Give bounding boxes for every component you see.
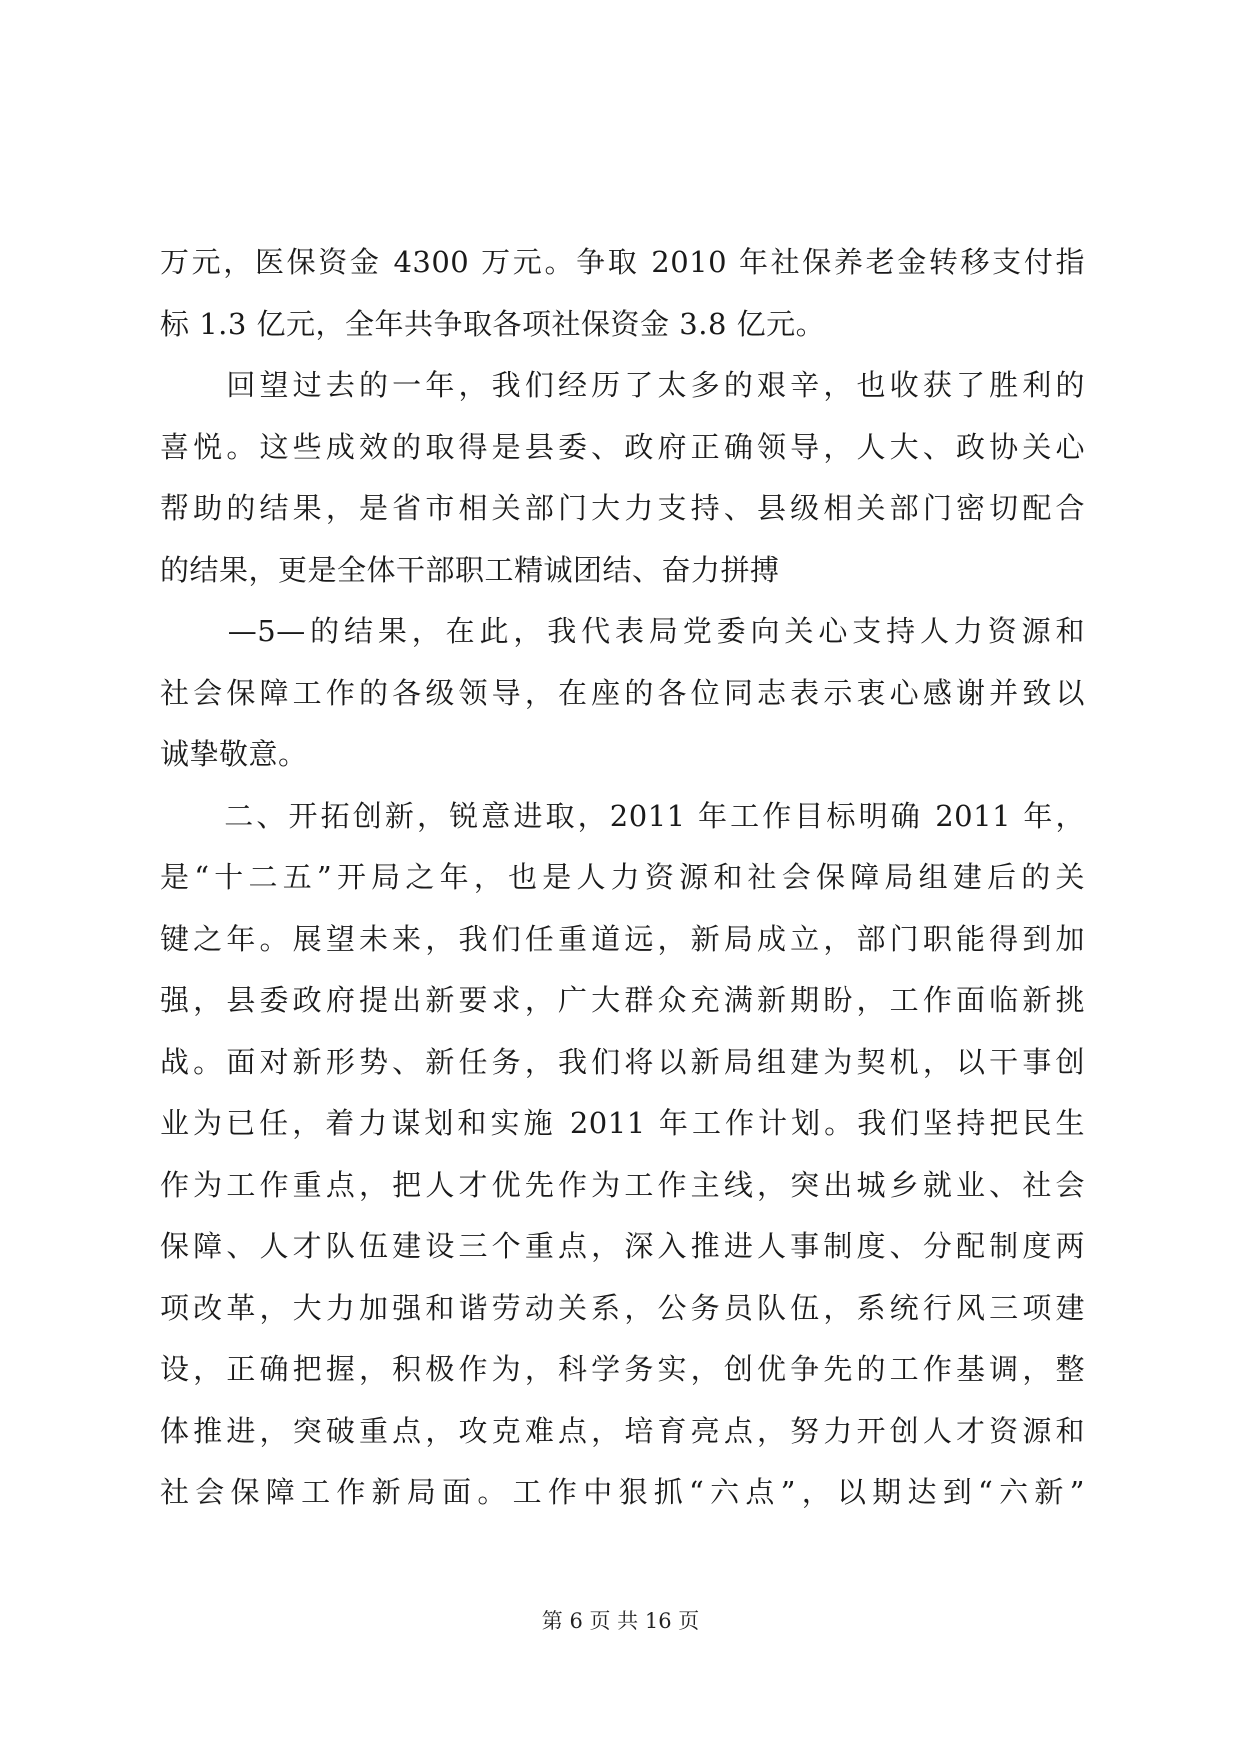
- text-line: 社会保障工作的各级领导，在座的各位同志表示衷心感谢并致以: [160, 675, 1085, 710]
- text-line: 是“十二五”开局之年，也是人力资源和社会保障局组建后的关: [160, 860, 1085, 894]
- text-line: 键之年。展望未来，我们任重道远，新局成立，部门职能得到加: [160, 921, 1085, 956]
- text-line: 帮助的结果，是省市相关部门大力支持、县级相关部门密切配合: [160, 491, 1085, 525]
- text-line: 战。面对新形势、新任务，我们将以新局组建为契机，以干事创: [160, 1044, 1085, 1079]
- text-line: 喜悦。这些成效的取得是县委、政府正确领导，人大、政协关心: [160, 429, 1085, 464]
- text-line: 业为已任，着力谋划和实施 2011 年工作计划。我们坚持把民生: [160, 1106, 1085, 1140]
- text-line: 诚挚敬意。: [160, 737, 308, 771]
- text-line: 二、开拓创新，锐意进取，2011 年工作目标明确 2011 年，: [160, 798, 1085, 833]
- text-line: 标 1.3 亿元，全年共争取各项社保资金 3.8 亿元。: [160, 306, 826, 341]
- text-line: 项改革，大力加强和谐劳动关系，公务员队伍，系统行风三项建: [160, 1290, 1085, 1325]
- text-line: 体推进，突破重点，攻克难点，培育亮点，努力开创人才资源和: [160, 1413, 1085, 1448]
- body-text: [160, 232, 1085, 1524]
- text-line: 的结果，更是全体干部职工精诚团结、奋力拼搏: [160, 552, 780, 587]
- text-line: 设，正确把握，积极作为，科学务实，创优争先的工作基调，整: [160, 1352, 1085, 1386]
- text-line: —5—的结果，在此，我代表局党委向关心支持人力资源和: [160, 614, 1085, 648]
- text-line: 万元，医保资金 4300 万元。争取 2010 年社保养老金转移支付指: [160, 245, 1085, 279]
- text-line: 保障、人才队伍建设三个重点，深入推进人事制度、分配制度两: [160, 1229, 1085, 1263]
- text-line: 回望过去的一年，我们经历了太多的艰辛，也收获了胜利的: [160, 368, 1085, 402]
- text-line: 社会保障工作新局面。工作中狠抓“六点”，以期达到“六新”: [160, 1475, 1085, 1509]
- page-footer: 第 6 页 共 16 页: [541, 1609, 700, 1633]
- text-line: 强，县委政府提出新要求，广大群众充满新期盼，工作面临新挑: [160, 983, 1085, 1017]
- text-line: 作为工作重点，把人才优先作为工作主线，突出城乡就业、社会: [160, 1167, 1085, 1202]
